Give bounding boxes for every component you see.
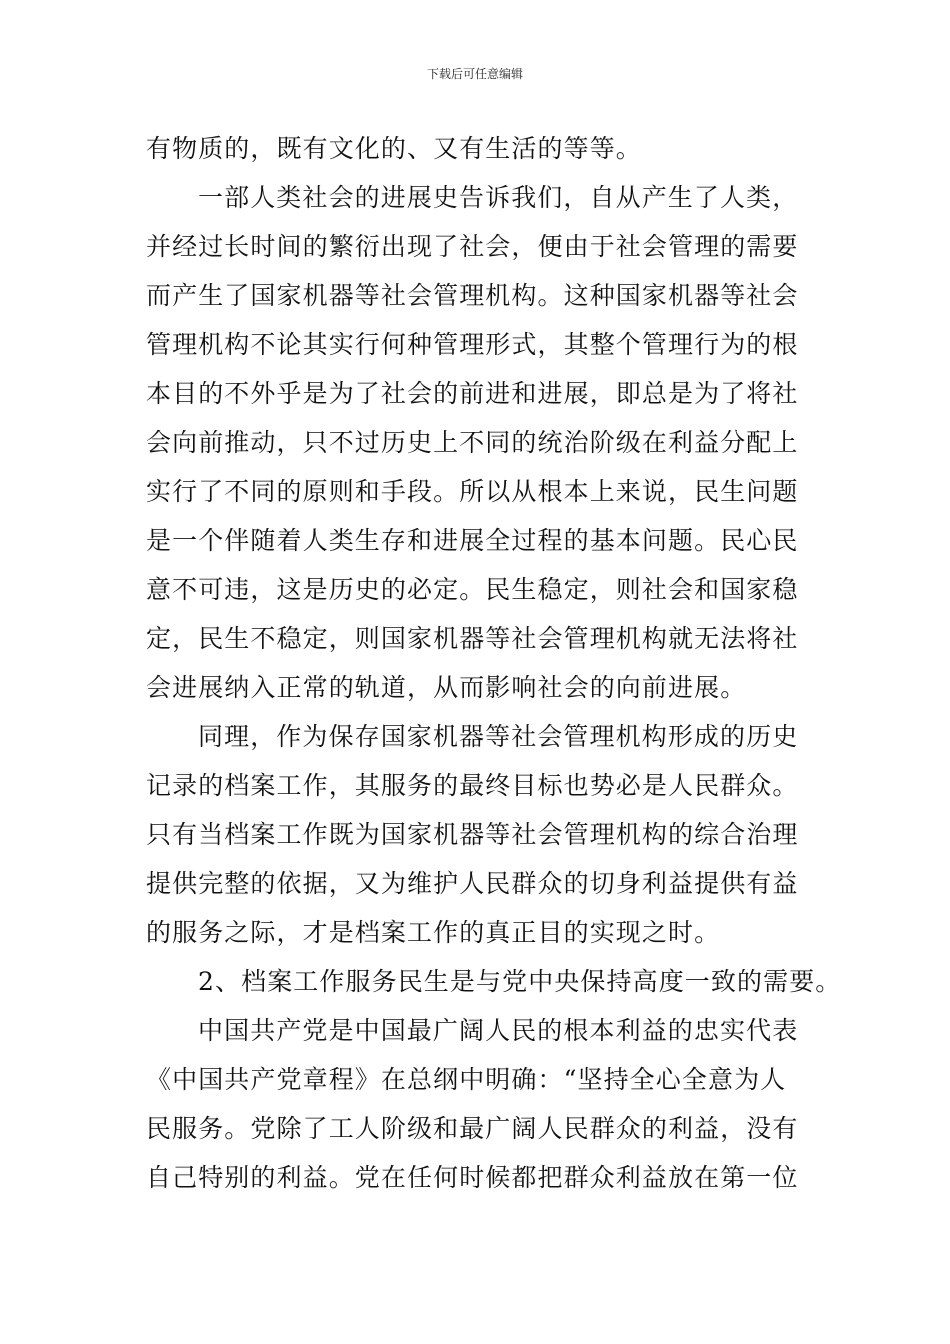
text-line: 民服务。党除了工人阶级和最广阔人民群众的利益，没有: [146, 1114, 799, 1143]
text-line: 而产生了国家机器等社会管理机构。这种国家机器等社会: [146, 281, 799, 310]
text-line: 会进展纳入正常的轨道，从而影响社会的向前进展。: [146, 673, 747, 702]
document-body: [146, 124, 842, 1202]
text-line: 自己特别的利益。党在任何时候都把群众利益放在第一位: [146, 1163, 799, 1192]
text-line: 一部人类社会的进展史告诉我们，自从产生了人类，: [198, 183, 799, 212]
page-header: 下载后可任意编辑: [426, 67, 523, 81]
text-line: 《中国共产党章程》在总纲中明确：“坚持全心全意为人: [146, 1065, 787, 1094]
text-line: 中国共产党是中国最广阔人民的根本利益的忠实代表: [198, 1016, 799, 1045]
text-line: 只有当档案工作既为国家机器等社会管理机构的综合治理: [146, 820, 799, 849]
text-line: 并经过长时间的繁衍出现了社会，便由于社会管理的需要: [146, 232, 799, 261]
text-line: 的服务之际，才是档案工作的真正目的实现之时。: [146, 918, 721, 947]
text-line: 是一个伴随着人类生存和进展全过程的基本问题。民心民: [146, 526, 799, 555]
text-line: 本目的不外乎是为了社会的前进和进展，即总是为了将社: [146, 379, 799, 408]
text-line: 意不可违，这是历史的必定。民生稳定，则社会和国家稳: [146, 575, 799, 604]
text-line: 管理机构不论其实行何种管理形式，其整个管理行为的根: [146, 330, 799, 359]
text-line: 实行了不同的原则和手段。所以从根本上来说，民生问题: [146, 477, 799, 506]
section-heading: 2、档案工作服务民生是与党中央保持高度一致的需要。: [198, 967, 842, 996]
text-line: 定，民生不稳定，则国家机器等社会管理机构就无法将社: [146, 624, 799, 653]
text-line: 有物质的，既有文化的、又有生活的等等。: [146, 134, 642, 163]
text-line: 提供完整的依据，又为维护人民群众的切身利益提供有益: [146, 869, 799, 898]
text-line: 记录的档案工作，其服务的最终目标也势必是人民群众。: [146, 771, 799, 800]
text-line: 会向前推动，只不过历史上不同的统治阶级在利益分配上: [146, 428, 799, 457]
text-line: 同理，作为保存国家机器等社会管理机构形成的历史: [198, 722, 799, 751]
